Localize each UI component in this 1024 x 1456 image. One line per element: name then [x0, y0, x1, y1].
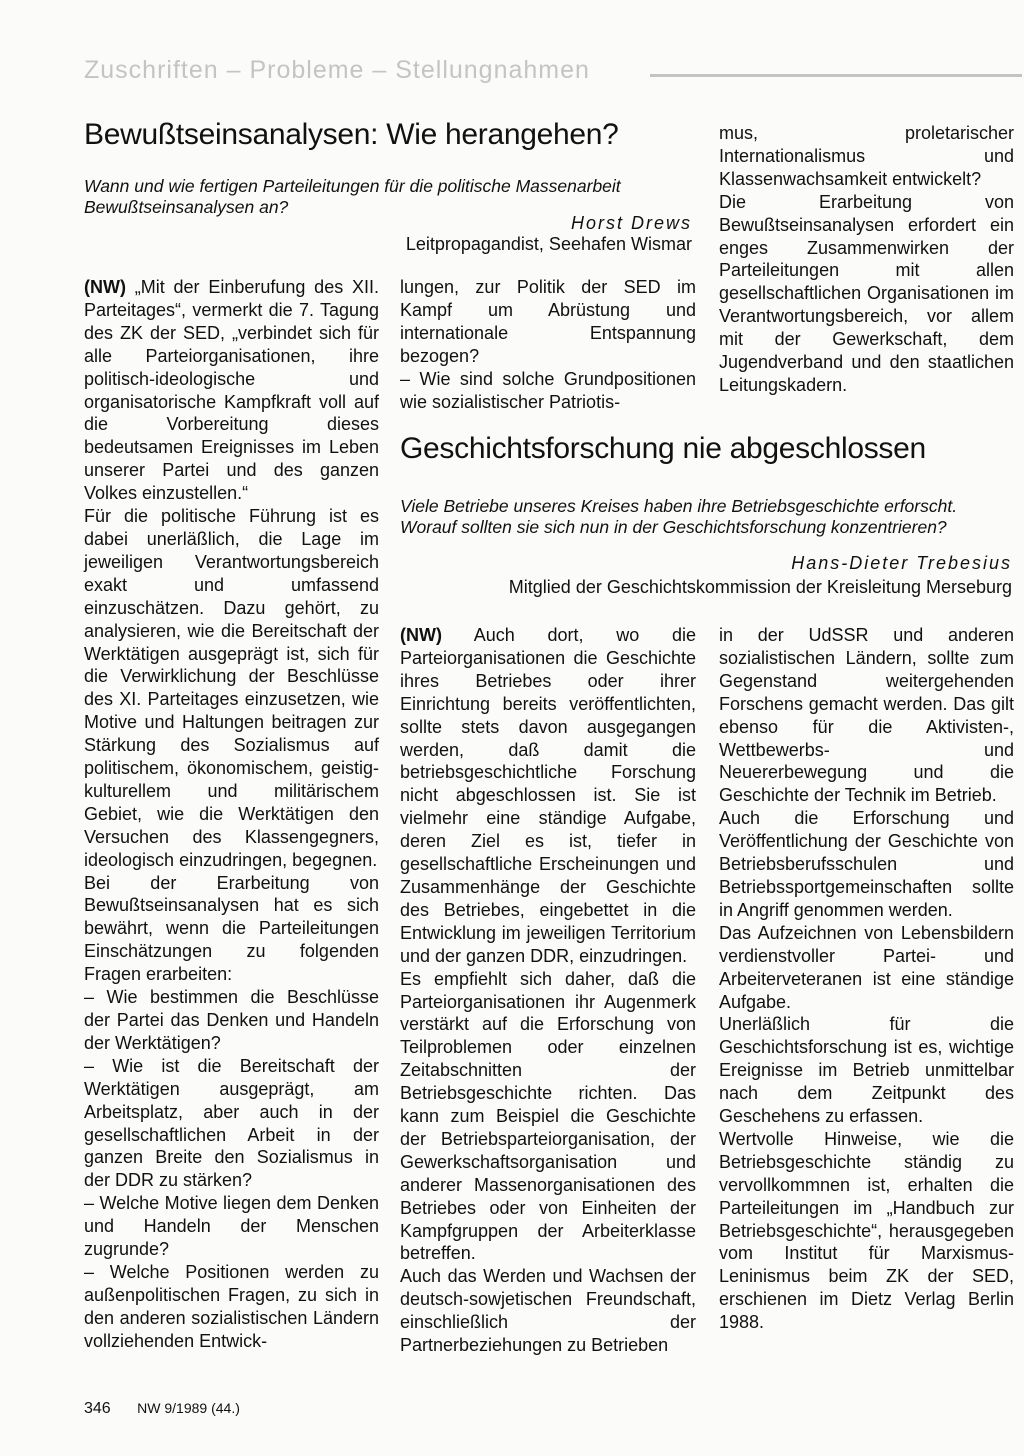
paragraph: Die Erarbeitung von Bewußtseinsanalysen erfordert ein enges Zusammenwirken der Parteileitungen mit allen gesellschaftlichen Organisationen im Verantwortungsbereich, vor allem mit der Gewerkschaft, dem Jugendverband und den staatlichen Leitungskadern. — [719, 191, 1014, 395]
issue-label: NW 9/1989 (44.) — [137, 1400, 240, 1416]
paragraph: lungen, zur Politik der SED im Kampf um Abrüstung und internationale Entspannung bezogen? — [400, 277, 696, 366]
paragraph: Für die politische Führung ist es dabei unerläßlich, die Lage im jeweiligen Verantwortungsbereich exakt und umfassend einzuschätzen. Dazu gehört, zu analysieren, wie die Bereitschaft der Werktätigen ausgeprägt ist, sich für die Verwirklichung der Beschlüsse des XI. Parteitages einzusetzen, wie Motive und Haltungen beitragen zur Stärkung des Sozialismus auf politischem, ökonomischem, geistig-kulturellem und militärischem Gebiet, wie die Werktätigen den Versuchen des Klassengegners, ideologisch einzudringen, begegnen. — [84, 506, 379, 870]
list-item: – Welche Positionen werden zu außenpolitischen Fragen, zu sich in den anderen sozialistischen Ländern vollziehenden Entwick- — [84, 1261, 379, 1351]
section-kicker: Zuschriften – Probleme – Stellungnahmen — [84, 56, 590, 84]
paragraph: (NW) Auch dort, wo die Parteiorganisationen die Geschichte ihres Betriebes oder ihrer Einrichtung bereits veröffentlichten, sollte stets davon ausgegangen werden, daß damit die betriebsgeschichtliche Forschung nicht abgeschlossen ist. Sie ist vielmehr eine ständige Aufgabe, deren Ziel es ist, tiefer in gesellschaftliche Erscheinungen und Zusammenhänge der Geschichte des Betriebes, eingebettet in die Entwicklung im jeweiligen Territorium und der ganzen DDR, einzudringen. — [400, 625, 696, 966]
paragraph: Auch das Werden und Wachsen der deutsch-sowjetischen Freundschaft, einschließlich der Partnerbeziehungen zu Betrieben — [400, 1266, 696, 1356]
article1-column-3 — [719, 122, 1014, 397]
lead-tag: (NW) — [400, 625, 442, 645]
paragraph: Es empfiehlt sich daher, daß die Parteiorganisationen ihr Augenmerk verstärkt auf die Erforschung von Teilproblemen oder einzelnen Zeitabschnitten der Betriebsgeschichte richten. Das kann zum Beispiel die Geschichte der Betriebsparteiorganisation, der Gewerkschaftsorganisation und anderer Massenorganisationen des Betriebes oder von Einheiten der Kampfgruppen der Arbeiterklasse betreffen. — [400, 968, 696, 1264]
lead-tag: (NW) — [84, 277, 126, 297]
article2-title: Geschichtsforschung nie abgeschlossen — [400, 432, 926, 465]
paragraph: in der UdSSR und anderen sozialistischen Ländern, sollte zum Gegenstand weitergehenden Forschens gemacht werden. Das gilt ebenso für die Aktivisten-, Wettbewerbs- und Neuererbewegung und die Geschichte der Technik im Betrieb. — [719, 625, 1014, 806]
paragraph: Unerläßlich für die Geschichtsforschung ist es, wichtige Ereignisse im Betrieb unmittelbar nach dem Zeitpunkt des Geschehens zu erfassen. — [719, 1014, 1014, 1127]
paragraph: (NW) „Mit der Einberufung des XII. Parteitages“, vermerkt die 7. Tagung des ZK der SED, „verbindet sich für alle Parteiorganisationen, ihre politisch-ideologische und organisatorische Kampfkraft voll auf die Vorbereitung dieses bedeutsamen Ereignisses im Leben unserer Partei und des ganzen Volkes einzustellen.“ — [84, 277, 379, 504]
article1-column-1 — [84, 276, 379, 1353]
list-item: – Wie ist die Bereitschaft der Werktätigen ausgeprägt, am Arbeitsplatz, aber auch in der gesellschaftlichen Arbeit in der ganzen Breite den Sozialismus in der DDR zu stärken? — [84, 1055, 379, 1191]
paragraph: Das Aufzeichnen von Lebensbildern verdienstvoller Partei- und Arbeiterveteranen ist eine ständige Aufgabe. — [719, 922, 1014, 1012]
article1-title: Bewußtseinsanalysen: Wie herangehen? — [84, 118, 619, 151]
article1-column-2 — [400, 276, 696, 413]
list-item: – Welche Motive liegen dem Denken und Handeln der Menschen zugrunde? — [84, 1193, 379, 1260]
article2-column-2 — [719, 624, 1014, 1334]
article1-author: Horst Drews — [570, 213, 692, 233]
list-item: – Wie bestimmen die Beschlüsse der Partei das Denken und Handeln der Werktätigen? — [84, 987, 379, 1053]
article2-author: Hans-Dieter Trebesius — [791, 553, 1012, 573]
page-number: 346 — [84, 1400, 111, 1417]
paragraph: Bei der Erarbeitung von Bewußtseinsanalysen hat es sich bewährt, wenn die Parteileitungen Einschätzungen zu folgenden Fragen erarbeiten: — [84, 872, 379, 985]
article2-column-1 — [400, 624, 696, 1357]
paragraph: Auch die Erforschung und Veröffentlichung der Geschichte von Betriebsberufsschulen und Betriebssportgemeinschaften sollte in Angriff genommen werden. — [719, 808, 1014, 920]
paragraph: mus, proletarischer Internationalismus und Klassenwachsamkeit entwickelt? — [719, 123, 1014, 189]
list-item: – Wie sind solche Grundpositionen wie sozialistischer Patriotis- — [400, 368, 696, 412]
paragraph: Wertvolle Hinweise, wie die Betriebsgeschichte ständig zu vervollkommnen ist, erhalten die Parteileitungen im „Handbuch zur Betriebsgeschichte“, herausgegeben vom Institut für Marxismus-Leninismus beim ZK der SED, erschienen im Dietz Verlag Berlin 1988. — [719, 1128, 1014, 1333]
kicker-rule — [650, 74, 1022, 77]
article2-question: Viele Betriebe unseres Kreises haben ihre Betriebsgeschichte erforscht. Worauf sollten sie sich nun in der Geschichtsforschung konzentrieren? — [400, 496, 958, 537]
article1-role: Leitpropagandist, Seehafen Wismar — [405, 234, 692, 254]
article2-role: Mitglied der Geschichtskommission der Kreisleitung Merseburg — [508, 577, 1012, 597]
page-footer — [84, 1400, 240, 1418]
article1-question: Wann und wie fertigen Parteileitungen für die politische Massenarbeit Bewußtseinsanalysen an? — [84, 176, 621, 217]
